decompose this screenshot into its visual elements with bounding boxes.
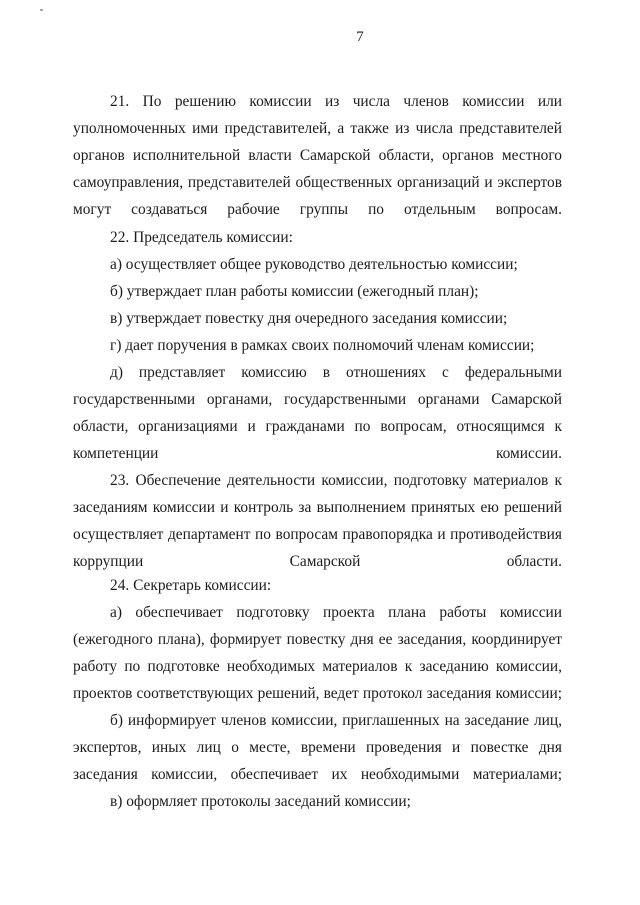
paragraph-22-b: б) утверждает план работы комиссии (ежегодный план);	[110, 283, 479, 300]
paragraph-24-v: в) оформляет протоколы заседаний комиссии;	[110, 793, 411, 810]
paragraph-24: 24. Секретарь комиссии:	[110, 577, 272, 594]
paragraph-22-d: д) представляет комиссию в отношениях с федеральными государственными органами, государственными органами Самарской области, организациями и гражданами по вопросам, относящимся к компетенции комиссии.	[73, 364, 562, 463]
paragraph-24-b: б) информирует членов комиссии, приглашенных на заседание лиц, экспертов, иных лиц о месте, времени проведения и повестке дня заседания комиссии, обеспечивает их необходимыми материалами;	[73, 712, 562, 784]
page-number: 7	[356, 29, 364, 45]
paragraph-22-v: в) утверждает повестку дня очередного заседания комиссии;	[110, 310, 508, 327]
paragraph-22-g: г) дает поручения в рамках своих полномочий членам комиссии;	[110, 337, 535, 354]
paragraph-21: 21. По решению комиссии из числа членов комиссии или уполномоченных ими представителей, а также из числа представителей органов исполнительной власти Самарской области, органов местного самоуправления, представителей общественных организаций и экспертов могут создаваться рабочие группы по отдельным вопросам.	[73, 93, 562, 219]
paragraph-24-a: а) обеспечивает подготовку проекта плана работы комиссии (ежегодного плана), формирует повестку дня ее заседания, координирует работу по подготовке необходимых материалов к заседанию комиссии, проектов соответствующих решений, ведет протокол заседания комиссии;	[73, 604, 562, 703]
paragraph-22: 22. Председатель комиссии:	[110, 229, 293, 246]
scan-speck	[40, 9, 43, 11]
paragraph-23: 23. Обеспечение деятельности комиссии, подготовку материалов к заседаниям комиссии и контроль за выполнением принятых ею решений осуществляет департамент по вопросам правопорядка и противодействия коррупции Самарской области.	[73, 472, 562, 571]
paragraph-22-a: а) осуществляет общее руководство деятельностью комиссии;	[110, 256, 518, 273]
